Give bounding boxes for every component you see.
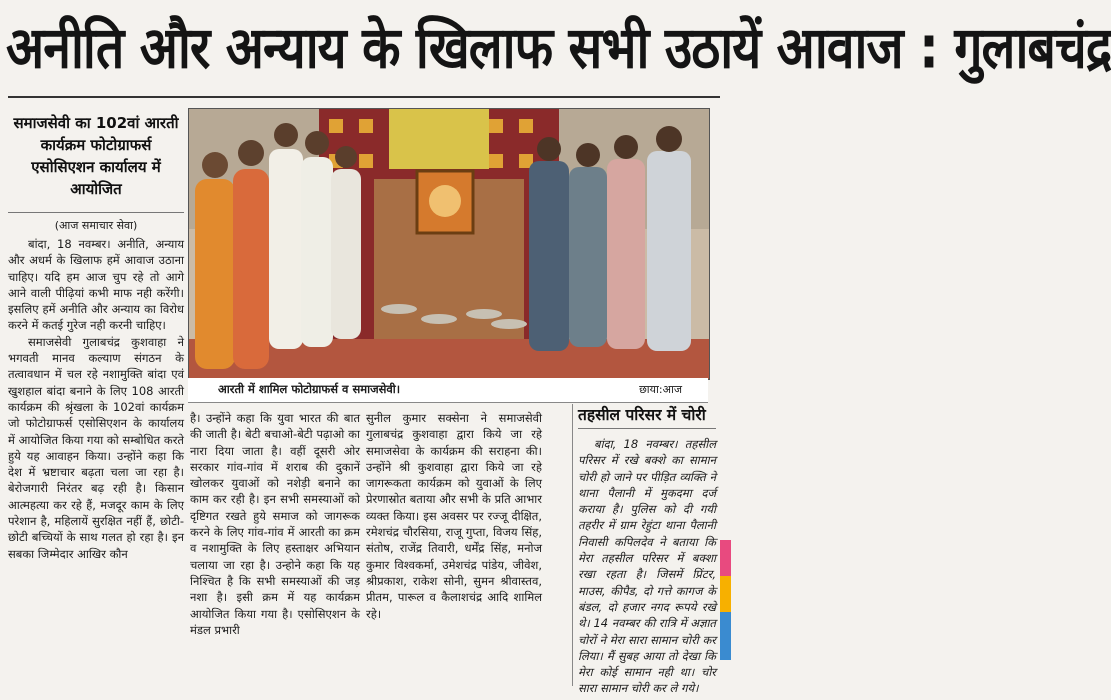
left-article-body: [8, 236, 184, 562]
article-column-2-text: है। उन्होंने कहा कि युवा भारत की बात की जाती है। बेटी बचाओ-बेटी पढ़ाओ का नारा दिया जाता है। वहीं दूसरी ओर सरकार गांव-गांव में शराब की दुकानें खोलकर युवाओं को नशेड़ी बनाने का काम कर रही है। इन सभी समस्याओं को दृष्टिगत रखते हुये समाज को जागरूक करने के लिए गांव-गांव में आरती का क्रम व नशामुक्ति के लिए हस्ताक्षर अभियान चलाया जा रहा है। उन्होने कहा कि यह निश्चित है कि सभी समस्याओं की जड़ नशा है। इसी क्रम में यह कार्यक्रम आयोजित किया गया है। एसोसिएशन के मंडल प्रभारी: [190, 411, 360, 637]
side-article-text: बांदा, 18 नवम्बर। तहसील परिसर में रखे बक्शे का सामान चोरी हो जाने पर पीड़ित व्यक्ति ने थाना पैलानी में मुकदमा दर्ज कराया है। पुलिस को दी गयी तहरीर में ग्राम रेहुंटा थाना पैलानी निवासी कपिलदेव ने बताया कि मेरा तहसील परिसर में बक्शा रखा रहता है। जिसमें प्रिंटर, माउस, कीपैड, दो गत्ते कागज के बंडल, दो हजार नगद रूपये रखे थे। 14 नवम्बर की रात्रि में अज्ञात चोरों ने मेरा सारा सामान चोरी कर लिया। मैं सुबह आया तो देखा कि मेरा कोई सामान नही था। चोर सारा सामान चोरी कर ले गये।: [578, 437, 716, 696]
headline-rule: [8, 96, 720, 98]
side-article-body: [578, 436, 716, 697]
photo-caption: आरती में शामिल फोटोग्राफर्स व समाजसेवी।: [218, 382, 401, 396]
event-photo-illustration: [189, 109, 709, 379]
photo-caption-bar: [188, 378, 708, 403]
article-column-3: [366, 410, 542, 622]
left-paragraph-1: बांदा, 18 नवम्बर। अनीति, अन्याय और अधर्म के खिलाफ हमें आवाज उठाना चाहिए। यदि हम आज चुप रहे तो आगे आने वाली पीढ़ियां कभी माफ नही करेंगी। इसलिए हमें अनीति और अन्याय का विरोध करने में कतई गुरेज नही करनी चाहिए।: [8, 237, 184, 333]
column-divider: [572, 404, 573, 686]
headline: अनीति और अन्याय के खिलाफ सभी उठायें आवाज : गुलाबचंद्र: [6, 14, 1111, 82]
left-paragraph-2: समाजसेवी गुलाबचंद्र कुशवाहा ने भगवती मानव कल्याण संगठन के तत्वावधान में चल रहे नशामुक्ति बांदा एवं खुशहाल बांदा बनाने के लिए 108 आरती कार्यक्रम की श्रृंखला के 102वां कार्यक्रम जो फोटोग्राफर्स एसोसिएशन के कार्यालय में आयोजित किया गया को सम्बोधित करते हुये यह आवाहन किया। उन्होंने कहा कि देश में भ्रष्टाचार बढ़ता चला जा रहा है। बेरोजगारी निरंतर बढ़ रही है। किसान आत्महत्या कर रहे हैं, मजदूर काम के लिए परेशान है, महिलायें सुरक्षित नहीं हैं, छोटी-छोटी बच्चियों के साथ गलत हो रहा है। इन सबका जिम्मेदार आखिर कौन: [8, 334, 184, 561]
article-column-3-text: सुनील कुमार सक्सेना ने समाजसेवी गुलाबचंद्र कुशवाहा द्वारा किये जा रहे समाजसेवा के कार्यक्रम की सराहना की। उन्होंने श्री कुशवाहा द्वारा किये जा रहे जागरूकता कार्यक्रम को युवाओं के लिए प्रेरणास्रोत बताया और सभी के प्रति आभार व्यक्त किया। इस अवसर पर रज्जू दीक्षित, रमेशचंद्र चौरसिया, राजू गुप्ता, विजय सिंह, संतोष, राजेंद्र तिवारी, धर्मेंद्र सिंह, मनोज कुमार विश्वकर्मा, उमेशचंद्र पांडेय, जीवेश, श्रीप्रकाश, राकेश सोनी, सुमन श्रीवास्तव, प्रीतम, पारूल व कैलाशचंद्र आदि शामिल रहे।: [366, 411, 542, 621]
sub-headline-rule: [8, 212, 184, 213]
side-headline: तहसील परिसर में चोरी: [578, 404, 716, 429]
event-photo: [188, 108, 710, 380]
article-column-2: [190, 410, 360, 638]
byline: (आज समाचार सेवा): [54, 219, 138, 232]
sub-headline: समाजसेवी का 102वां आरती कार्यक्रम फोटोग्राफर्स एसोसिएशन कार्यालय में आयोजित: [13, 114, 179, 198]
photo-credit: छाया:आज: [639, 383, 682, 396]
edge-color-strip: [720, 540, 731, 660]
